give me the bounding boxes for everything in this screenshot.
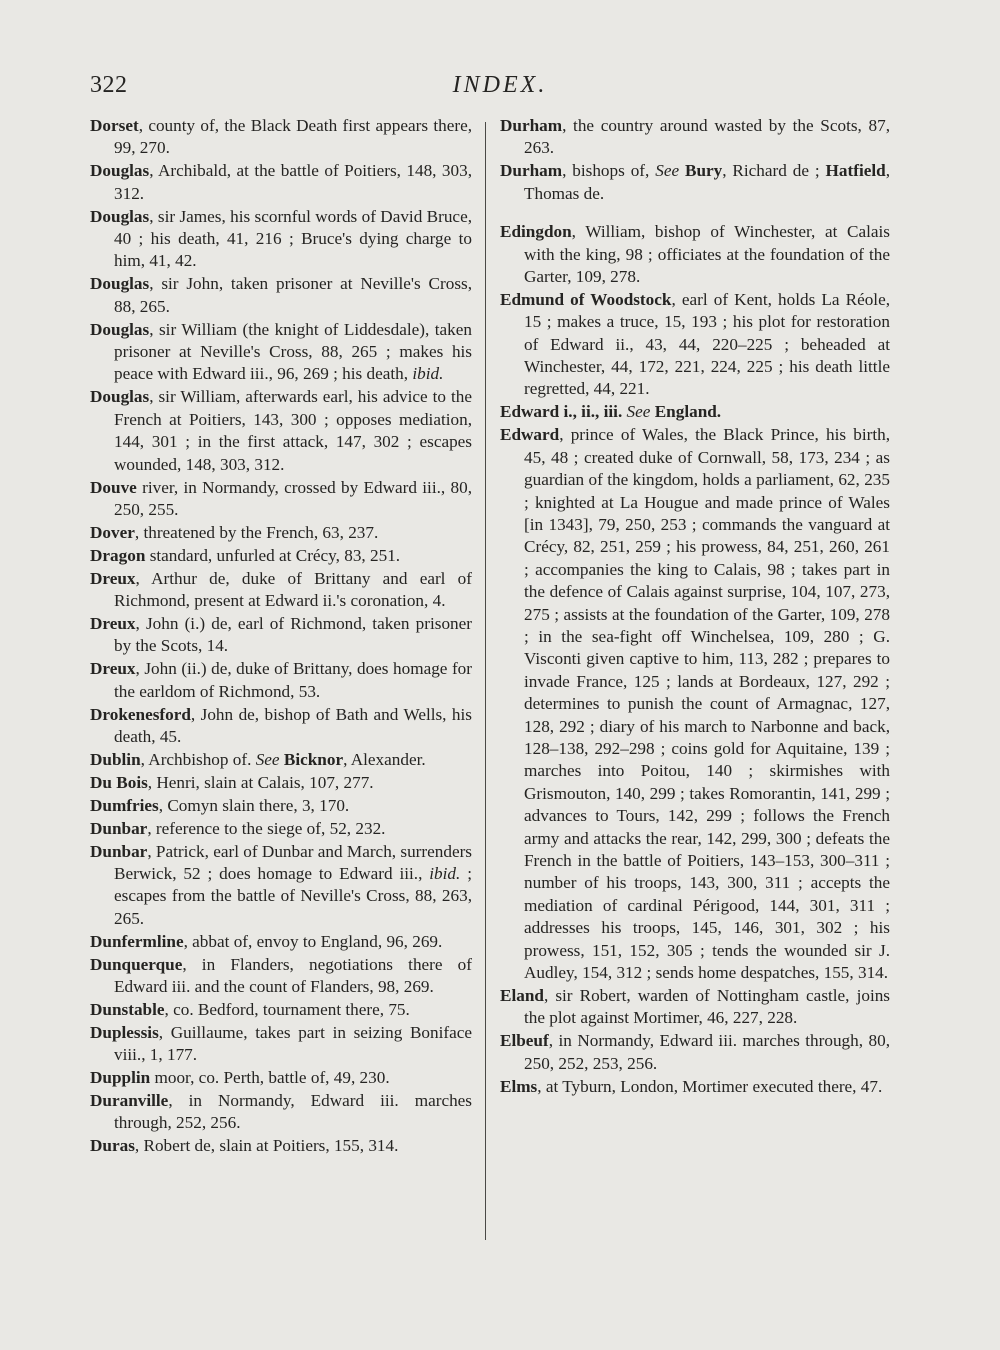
- entry-headword: Dublin: [90, 749, 141, 769]
- index-entry: [90, 749, 472, 771]
- index-entry: [90, 206, 472, 273]
- entry-text: moor, co. Perth, battle of, 49, 230.: [150, 1068, 390, 1088]
- index-entry: [90, 772, 472, 794]
- index-entry: [90, 841, 472, 931]
- entry-text: , Robert de, slain at Poitiers, 155, 314.: [134, 1136, 399, 1156]
- index-entry: [90, 999, 472, 1021]
- index-entry: [90, 273, 472, 318]
- entry-headword: Dreux: [90, 613, 136, 633]
- entry-headword: Douglas: [90, 161, 150, 181]
- entry-text: river, in Normandy, crossed by Edward iii., 80, 250, 255.: [114, 477, 472, 519]
- index-entry: [90, 954, 472, 999]
- entry-text: , sir William, afterwards earl, his advice to the French at Poitiers, 143, 300 ; opposes mediation, 144, 301 ; in the first attack, 147, 302 ; escapes wounded, 148, 303, 312.: [114, 387, 472, 474]
- entry-text: , bishops of,: [562, 161, 656, 181]
- entry-text: , Alexander.: [343, 749, 426, 769]
- running-head: INDEX.: [452, 72, 548, 98]
- index-entry: [90, 1090, 472, 1135]
- entry-text: , abbat of, envoy to England, 96, 269.: [183, 931, 443, 951]
- entry-text: , threatened by the French, 63, 237.: [134, 522, 379, 542]
- entry-headword: Douglas: [90, 274, 150, 294]
- index-entry: [90, 1067, 472, 1089]
- entry-text: standard, unfurled at Crécy, 83, 251.: [145, 545, 401, 565]
- index-entry: [90, 931, 472, 953]
- entry-text: ; escapes from the battle of Neville's Cross, 88, 263, 265.: [114, 863, 472, 928]
- index-entry: [500, 1076, 890, 1098]
- entry-italic: See: [255, 749, 280, 769]
- entry-text: , county of, the Black Death first appears there, 99, 270.: [114, 116, 472, 158]
- index-entry: [90, 704, 472, 749]
- index-entry: [500, 985, 890, 1030]
- index-entry: [500, 160, 890, 205]
- entry-headword: Dunbar: [90, 818, 148, 838]
- index-entry: [500, 1030, 890, 1075]
- entry-headword: Douglas: [90, 387, 150, 407]
- entry-text: , William, bishop of Winchester, at Calais with the king, 98 ; officiates at the foundation of the Garter, 109, 278.: [524, 222, 890, 286]
- index-entry: [90, 568, 472, 613]
- index-entry: [90, 545, 472, 567]
- entry-text: , sir James, his scornful words of David Bruce, 40 ; his death, 41, 216 ; Bruce's dying charge to him, 41, 42.: [114, 206, 472, 271]
- index-entry: [500, 401, 890, 423]
- entry-text: , in Normandy, Edward iii. marches through, 252, 256.: [114, 1090, 472, 1133]
- index-column-left: [90, 115, 472, 1158]
- entry-headword: Drokenesford: [90, 704, 191, 724]
- entry-headword: Durham: [500, 116, 563, 135]
- index-entry: [90, 613, 472, 658]
- entry-headword: Dunbar: [90, 841, 148, 861]
- entry-headword: Elbeuf: [500, 1031, 549, 1051]
- entry-text: , earl of Kent, holds La Réole, 15 ; makes a truce, 15, 193 ; his plot for restoration of Edward ii., 43, 44, 220–225 ; beheaded at Winchester, 44, 172, 221, 224, 225 ; his death little regretted, 44, 221.: [524, 289, 891, 399]
- entry-headword: Durham: [500, 161, 563, 181]
- index-entry: [500, 221, 890, 288]
- index-entry: [90, 386, 472, 476]
- entry-italic: ibid.: [429, 863, 461, 883]
- entry-text: , Archbishop of.: [140, 749, 256, 769]
- entry-italic: See: [626, 402, 651, 422]
- entry-headword: Dupplin: [90, 1068, 151, 1088]
- index-entry: [90, 160, 472, 205]
- entry-headword: Dunstable: [90, 999, 165, 1019]
- entry-headword: Hatfield: [825, 161, 886, 181]
- index-entry: [90, 115, 472, 160]
- index-entry: [90, 1022, 472, 1067]
- entry-text: , John (i.) de, earl of Richmond, taken prisoner by the Scots, 14.: [114, 613, 472, 656]
- entry-headword: Dorset: [90, 116, 139, 135]
- entry-headword: Duplessis: [90, 1022, 159, 1042]
- entry-headword: Dunquerque: [90, 954, 183, 974]
- entry-text: , Richard de ;: [722, 161, 826, 181]
- entry-headword: Eland: [500, 985, 544, 1005]
- entry-text: , Guillaume, takes part in seizing Boniface viii., 1, 177.: [114, 1022, 472, 1065]
- entry-headword: Dunfermline: [90, 931, 184, 951]
- entry-headword: Duras: [90, 1136, 135, 1156]
- entry-text: , co. Bedford, tournament there, 75.: [164, 999, 410, 1019]
- entry-headword: Douve: [90, 477, 137, 497]
- entry-headword: Du Bois: [90, 772, 148, 792]
- entry-headword: Dreux: [90, 568, 136, 588]
- entry-text: , sir John, taken prisoner at Neville's Cross, 88, 265.: [114, 274, 472, 316]
- entry-text: , the country around wasted by the Scots, 87, 263.: [524, 116, 890, 158]
- entry-text: , at Tyburn, London, Mortimer executed there, 47.: [537, 1076, 883, 1096]
- entry-headword: Dragon: [90, 545, 146, 565]
- index-entry: [90, 522, 472, 544]
- entry-text: , in Normandy, Edward iii. marches through, 80, 250, 252, 253, 256.: [524, 1031, 890, 1073]
- entry-headword: Edingdon: [500, 222, 572, 242]
- entry-text: , John (ii.) de, duke of Brittany, does homage for the earldom of Richmond, 53.: [114, 659, 472, 701]
- entry-headword: Douglas: [90, 319, 150, 339]
- entry-text: , reference to the siege of, 52, 232.: [147, 818, 386, 838]
- entry-text: , Patrick, earl of Dunbar and March, surrenders Berwick, 52 ; does homage to Edward iii.,: [114, 841, 472, 883]
- entry-headword: Dreux: [90, 659, 136, 679]
- entry-text: , sir William (the knight of Liddesdale), taken prisoner at Neville's Cross, 88, 265 ; makes his peace with Edward iii., 96, 269 ; his death,: [114, 319, 472, 384]
- entry-text: , Arthur de, duke of Brittany and earl of Richmond, present at Edward ii.'s coronation, 4.: [114, 568, 472, 611]
- index-entry: [90, 658, 472, 703]
- index-entry: [500, 115, 890, 160]
- entry-text: , John de, bishop of Bath and Wells, his death, 45.: [114, 704, 472, 746]
- entry-text: , Comyn slain there, 3, 170.: [158, 795, 350, 815]
- entry-text: , prince of Wales, the Black Prince, his birth, 45, 48 ; created duke of Cornwall, 58, 173, 234 ; as guardian of the kingdom, holds a parliament, 62, 235 ; knighted at La Hougue and made prince of Wales [in 1343], 79, 250, 253 ; commands the vanguard at Crécy, 82, 251, 259 ; his prowess, 84, 251, 260, 261 ; accompanies the king to Calais, 98 ; takes part in the defence of Calais against surprise, 104, 107, 273, 275 ; assists at the foundation of the Garter, 109, 278 ; in the sea-fight off Winchelsea, 109, 280 ; G. Visconti given captive to him, 113, 282 ; prepares to invade France, 125 ; lands at Bordeaux, 127, 292 ; determines to punish the count of Armagnac, 127, 128, 292 ; diary of his march to Narbonne and back, 128–138, 292–298 ; coins gold for Aquitaine, 139 ; marches into Poitou, 140 ; skirmishes with Grismouton, 140, 299 ; takes Romorantin, 141, 299 ; advances to Tours, 142, 299 ; follows the French army and attacks the rear, 142, 299, 300 ; defeats the French in the battle of Poitiers, 143–153, 300–311 ; number of his troops, 143, 300, 311 ; accepts the mediation of cardinal Périgood, 144, 301, 311 ; addresses his troops, 145, 146, 301, 302 ; his prowess, 151, 152, 305 ; tends the wounded sir J. Audley, 154, 312 ; sends home despatches, 155, 314.: [524, 425, 890, 983]
- entry-text: , Thomas de.: [524, 161, 890, 203]
- entry-text: , in Flanders, negotiations there of Edward iii. and the count of Flanders, 98, 269.: [114, 954, 472, 996]
- index-entry: [90, 818, 472, 840]
- index-column-right: [500, 115, 890, 1098]
- entry-text: , Henri, slain at Calais, 107, 277.: [147, 772, 374, 792]
- index-entry: [90, 319, 472, 386]
- entry-headword: Dover: [90, 522, 135, 542]
- index-entry: [90, 1135, 472, 1157]
- entry-headword: Edmund of Woodstock: [500, 289, 672, 309]
- entry-headword: Bury: [684, 161, 723, 181]
- page-number: 322: [90, 72, 128, 98]
- entry-headword: Elms: [500, 1076, 538, 1096]
- index-entry: [500, 289, 890, 401]
- index-entry: [500, 424, 890, 984]
- index-entry: [90, 477, 472, 522]
- entry-headword: Edward: [500, 425, 560, 445]
- entry-headword: Duranville: [90, 1090, 169, 1110]
- entry-italic: ibid.: [412, 364, 444, 384]
- entry-italic: See: [655, 161, 680, 181]
- entry-headword: Douglas: [90, 206, 150, 226]
- entry-text: , sir Robert, warden of Nottingham castle, joins the plot against Mortimer, 46, 227, 228.: [524, 985, 890, 1028]
- column-divider: [485, 122, 486, 1240]
- entry-headword: Bicknor: [283, 749, 344, 769]
- entry-headword: England.: [654, 402, 722, 422]
- entry-headword: Edward i., ii., iii.: [500, 402, 623, 422]
- entry-text: , Archibald, at the battle of Poitiers, 148, 303, 312.: [114, 161, 472, 203]
- index-entry: [90, 795, 472, 817]
- entry-headword: Dumfries: [90, 795, 159, 815]
